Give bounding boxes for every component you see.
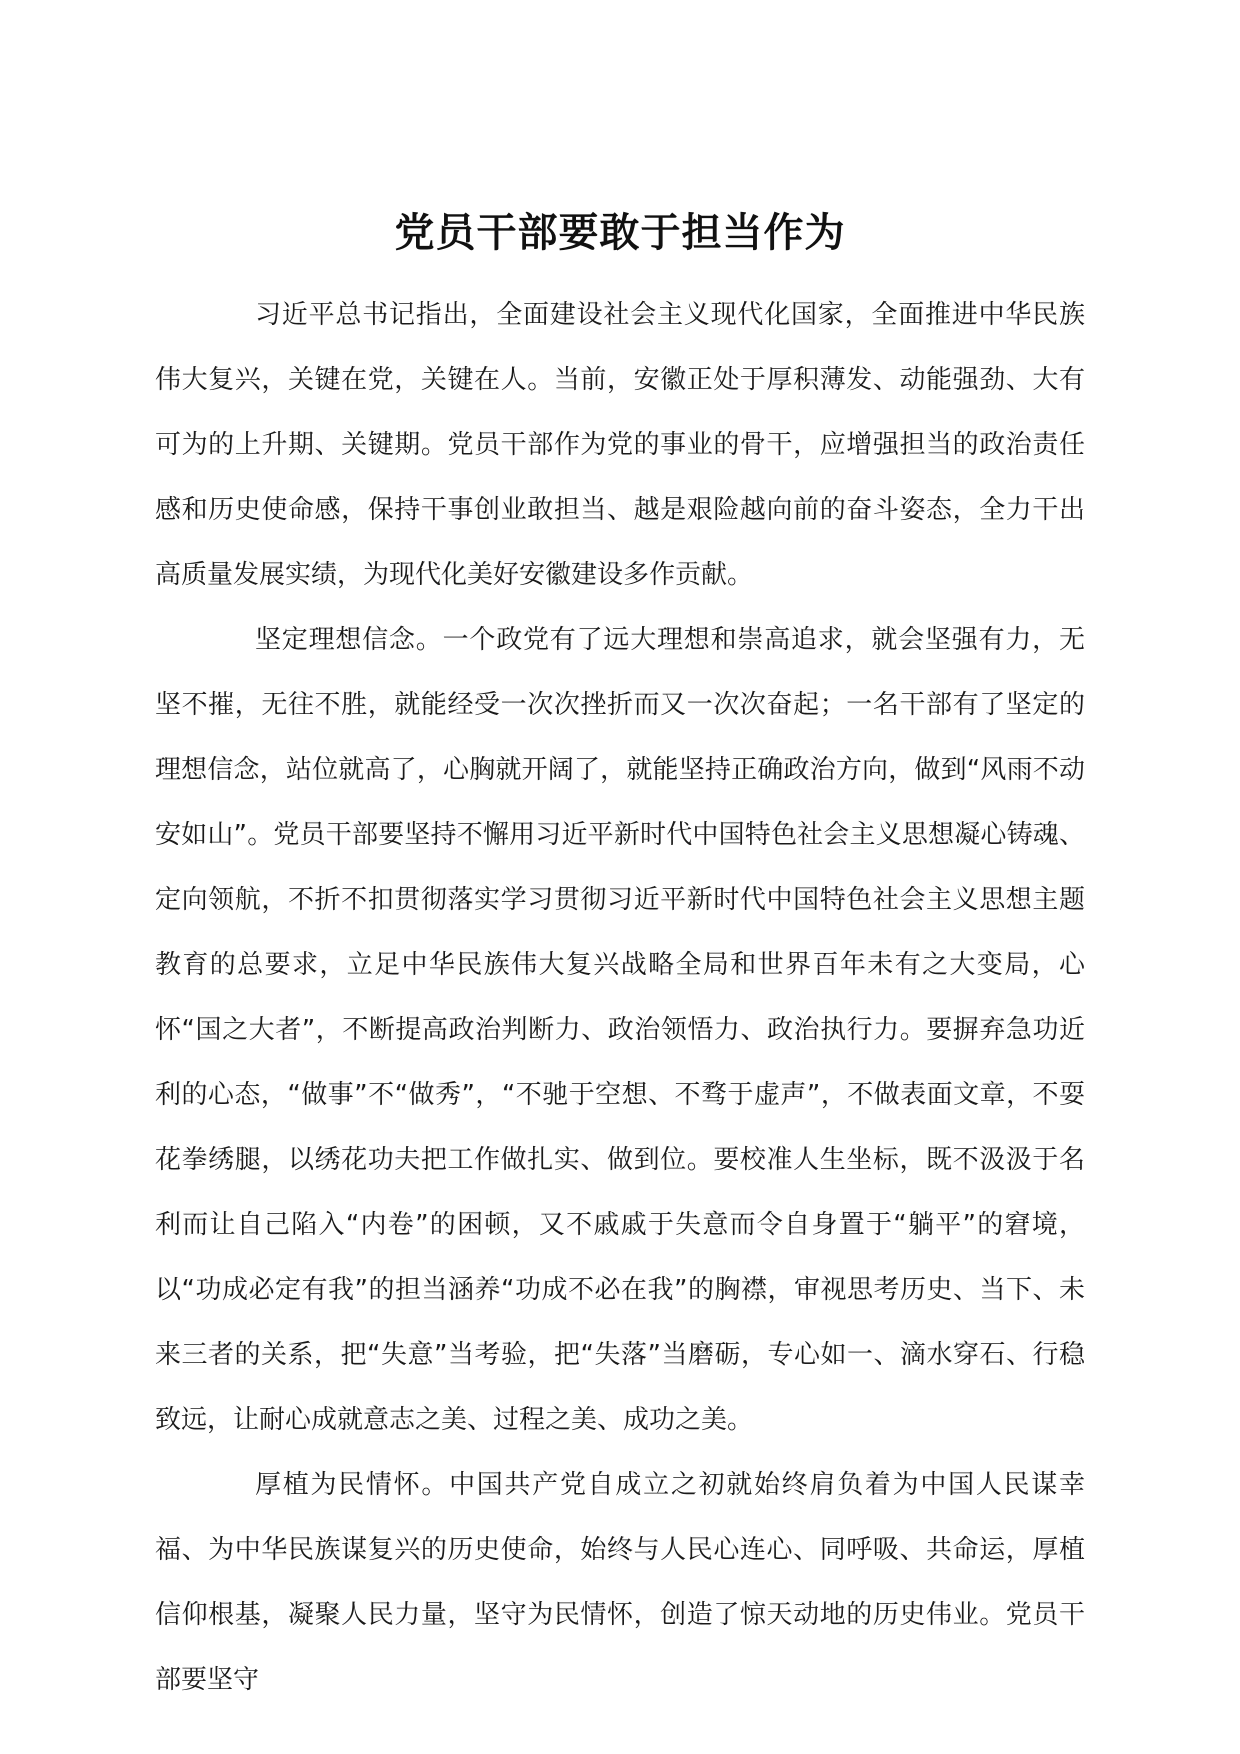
paragraph-people: 厚植为民情怀。中国共产党自成立之初就始终肩负着为中国人民谋幸福、为中华民族谋复兴的历史使命，始终与人民心连心、同呼吸、共命运，厚植信仰根基，凝聚人民力量，坚守为民情怀，创造了惊天动地的历史伟业。党员干部要坚守 bbox=[155, 1470, 1085, 1695]
page-title: 党员干部要敢于担当作为 bbox=[394, 208, 846, 256]
paragraph-ideals: 坚定理想信念。一个政党有了远大理想和崇高追求，就会坚强有力，无坚不摧，无往不胜，就能经受一次次挫折而又一次次奋起；一名干部有了坚定的理想信念，站位就高了，心胸就开阔了，就能坚持正确政治方向，做到“风雨不动安如山”。党员干部要坚持不懈用习近平新时代中国特色社会主义思想凝心铸魂、定向领航，不折不扣贯彻落实学习贯彻习近平新时代中国特色社会主义思想主题教育的总要求，立足中华民族伟大复兴战略全局和世界百年未有之大变局，心怀“国之大者”，不断提高政治判断力、政治领悟力、政治执行力。要摒弃急功近利的心态，“做事”不“做秀”，“不驰于空想、不骛于虚声”，不做表面文章，不耍花拳绣腿，以绣花功夫把工作做扎实、做到位。要校准人生坐标，既不汲汲于名利而让自己陷入“内卷”的困顿，又不戚戚于失意而令自身置于“躺平”的窘境，以“功成必定有我”的担当涵养“功成不必在我”的胸襟，审视思考历史、当下、未来三者的关系，把“失意”当考验，把“失落”当磨砺，专心如一、滴水穿石、行稳致远，让耐心成就意志之美、过程之美、成功之美。 bbox=[155, 625, 1085, 1435]
document-body bbox=[155, 283, 1085, 1713]
paragraph-intro: 习近平总书记指出，全面建设社会主义现代化国家，全面推进中华民族伟大复兴，关键在党，关键在人。当前，安徽正处于厚积薄发、动能强劲、大有可为的上升期、关键期。党员干部作为党的事业的骨干，应增强担当的政治责任感和历史使命感，保持干事创业敢担当、越是艰险越向前的奋斗姿态，全力干出高质量发展实绩，为现代化美好安徽建设多作贡献。 bbox=[155, 300, 1085, 590]
